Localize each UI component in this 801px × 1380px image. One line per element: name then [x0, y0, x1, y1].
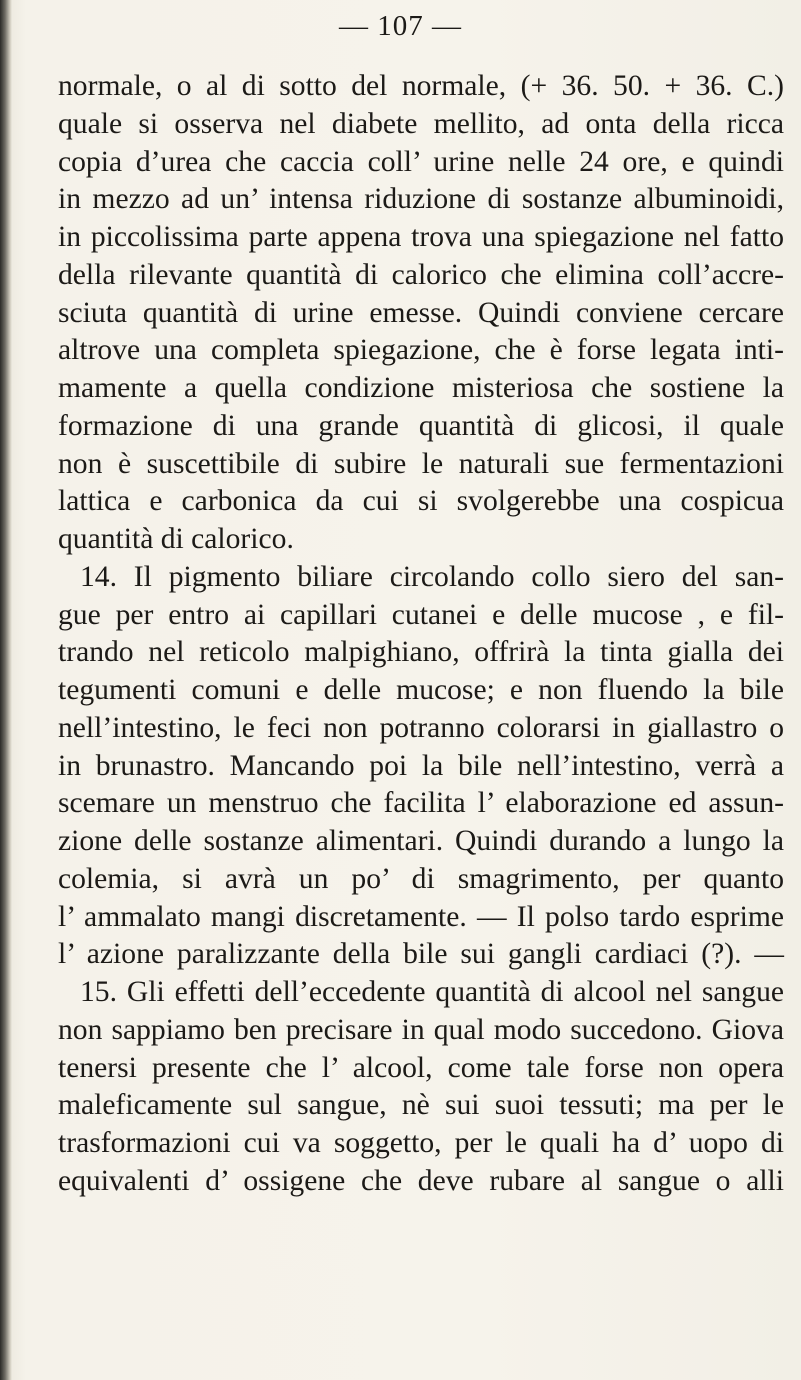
text-line: lattica e carbonica da cui si svolgerebbe una cospicua — [58, 485, 784, 518]
text-line: gue per entro ai capillari cutanei e delle mucose , e fil- — [58, 598, 784, 631]
text-line: scemare un menstruo che facilita l’ elaborazione ed assun- — [58, 787, 784, 820]
text-line: quale si osserva nel diabete mellito, ad onta della ricca — [58, 107, 784, 140]
text-line: sciuta quantità di urine emesse. Quindi conviene cercare — [58, 296, 784, 329]
page-text — [58, 68, 784, 1201]
text-line: copia d’urea che caccia coll’ urine nelle 24 ore, e quindi — [58, 145, 784, 178]
text-line: normale, o al di sotto del normale, (+ 36. 50. + 36. C.) — [58, 70, 784, 102]
text-line: in brunastro. Mancando poi la bile nell’intestino, verrà a — [58, 749, 784, 782]
text-line: quantità di calorico. — [58, 523, 294, 555]
text-line: formazione di una grande quantità di glicosi, il quale — [58, 409, 784, 442]
text-line: nell’intestino, le feci non potranno colorarsi in giallastro o — [58, 711, 784, 744]
text-line: trando nel reticolo malpighiano, offrirà la tinta gialla dei — [58, 636, 784, 669]
text-line: equivalenti d’ ossigene che deve rubare al sangue o alli — [58, 1164, 784, 1197]
text-line: non è suscettibile di subire le naturali sue fermentazioni — [58, 447, 784, 480]
text-line: l’ ammalato mangi discretamente. — Il polso tardo esprime — [58, 900, 784, 933]
text-line: in piccolissima parte appena trova una spiegazione nel fatto — [58, 221, 784, 253]
text-line: l’ azione paralizzante della bile sui gangli cardiaci (?). — — [58, 938, 784, 971]
text-line: in mezzo ad un’ intensa riduzione di sostanze albuminoidi, — [58, 183, 784, 216]
text-line: tenersi presente che l’ alcool, come tale forse non opera — [58, 1051, 784, 1084]
text-line: mamente a quella condizione misteriosa che sostiene la — [58, 372, 784, 404]
text-line: maleficamente sul sangue, nè sui suoi tessuti; ma per le — [58, 1089, 784, 1122]
section-15-start: 15. Gli effetti dell’eccedente quantità di alcool nel sangue — [80, 976, 784, 1008]
binding-edge — [0, 0, 12, 1380]
section-14-start: 14. Il pigmento biliare circolando collo siero del san- — [80, 560, 784, 593]
text-line: altrove una completa spiegazione, che è forse legata inti- — [58, 334, 784, 367]
page-number: — 107 — — [339, 10, 462, 42]
text-line: trasformazioni cui va soggetto, per le quali ha d’ uopo di — [58, 1127, 784, 1159]
text-line: non sappiamo ben precisare in qual modo succedono. Giova — [58, 1013, 784, 1046]
text-line: tegumenti comuni e delle mucose; e non fluendo la bile — [58, 674, 784, 706]
text-line: della rilevante quantità di calorico che elimina coll’accre- — [58, 258, 784, 291]
text-line: colemia, si avrà un po’ di smagrimento, per quanto — [58, 862, 784, 895]
text-line: zione delle sostanze alimentari. Quindi durando a lungo la — [58, 825, 784, 857]
